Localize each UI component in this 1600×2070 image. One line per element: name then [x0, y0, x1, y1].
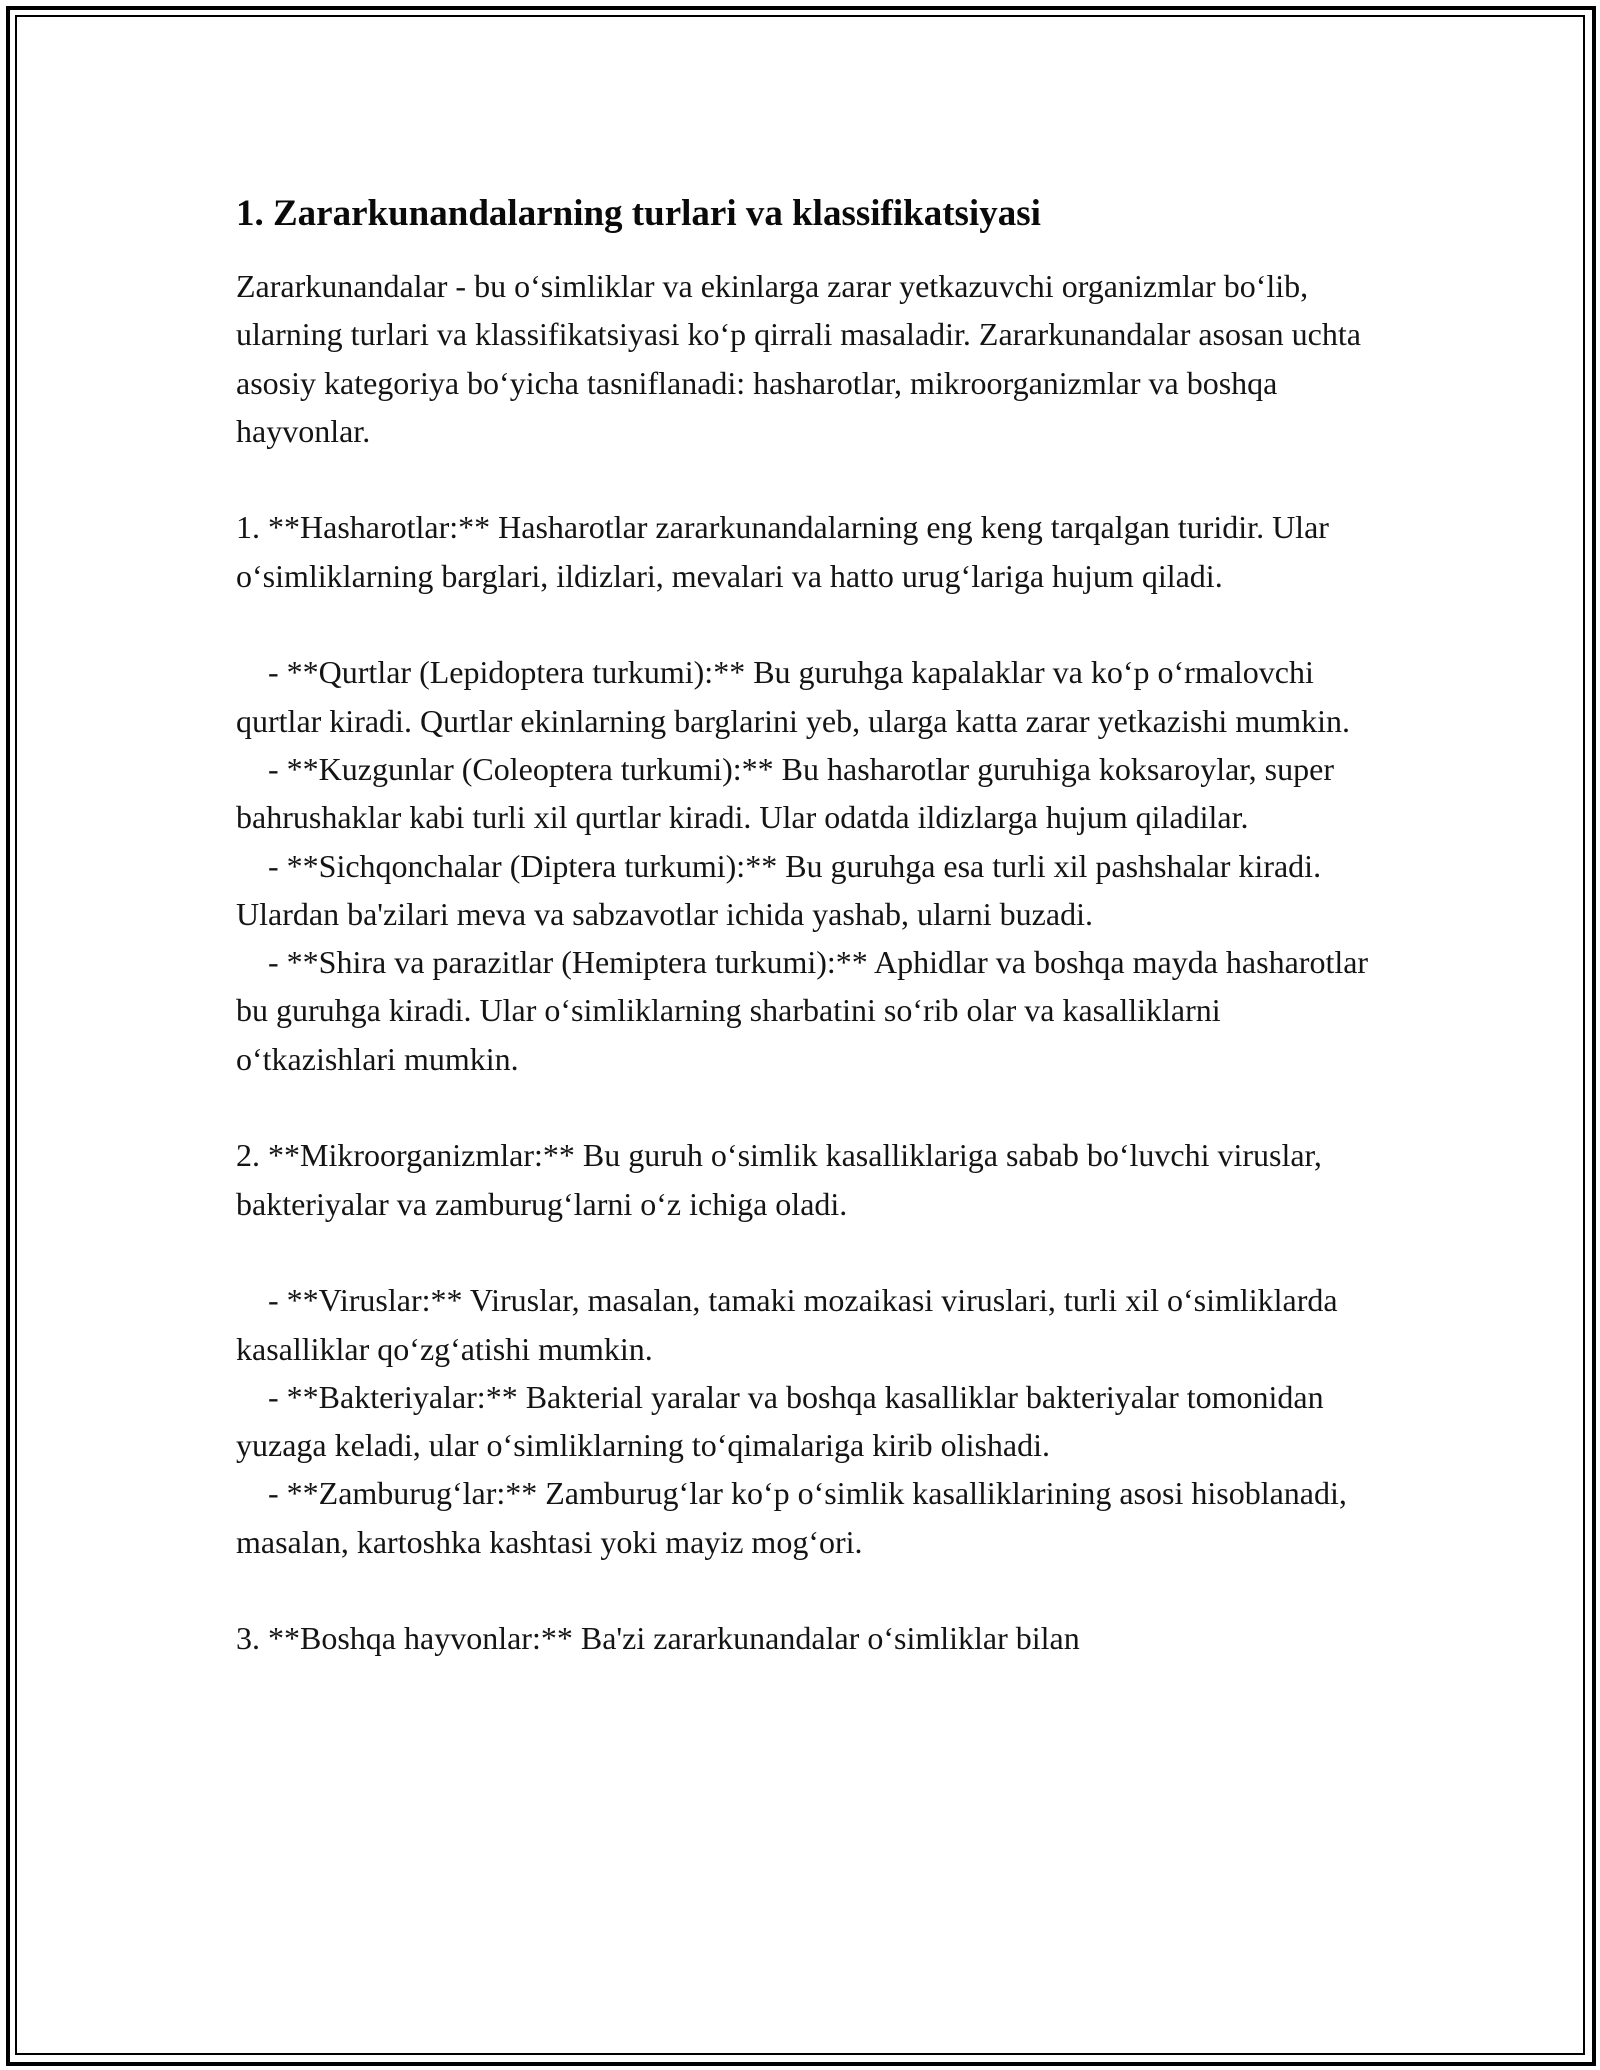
section-heading: 1. Zararkunandalarning turlari va klassifikatsiyasi: [236, 193, 1041, 234]
document-body: [236, 190, 1381, 1663]
other-animals-paragraph: 3. **Boshqa hayvonlar:** Ba'zi zararkunandalar o‘simliklar bilan: [236, 1620, 1080, 1657]
paragraph-spacer: [236, 1228, 1381, 1276]
paragraph-spacer: [236, 1566, 1381, 1614]
paragraph-spacer: [236, 455, 1381, 503]
insects-paragraph: 1. **Hasharotlar:** Hasharotlar zararkunandalarning eng keng tarqalgan turidir. Ular o‘simliklarning barglari, ildizlari, mevalari va hatto urug‘lariga hujum qiladi.: [236, 509, 1337, 594]
insects-sublist: - **Qurtlar (Lepidoptera turkumi):** Bu guruhga kapalaklar va ko‘p o‘rmalovchi qurtlar kiradi. Qurtlar ekinlarning barglarini yeb, ularga katta zarar yetkazishi mumkin. - **Kuzgunlar (Coleoptera turkumi):** Bu hasharotlar guruhiga koksaroylar, super bahrushaklar kabi turli xil qurtlar kiradi. Ular odatda ildizlarga hujum qiladilar. - **Sichqonchalar (Diptera turkumi):** Bu guruhga esa turli xil pashshalar kiradi. Ulardan ba'zilari meva va sabzavotlar ichida yashab, ularni buzadi. - **Shira va parazitlar (Hemiptera turkumi):** Aphidlar va boshqa mayda hasharotlar bu guruhga kiradi. Ular o‘simliklarning sharbatini so‘rib olar va kasalliklarni o‘tkazishlari mumkin.: [236, 654, 1369, 1077]
paragraph-spacer: [236, 1083, 1381, 1131]
intro-paragraph: Zararkunandalar - bu o‘simliklar va ekinlarga zarar yetkazuvchi organizmlar bo‘lib, ularning turlari va klassifikatsiyasi ko‘p qirrali masaladir. Zararkunandalar asosan uchta asosiy kategoriya bo‘yicha tasniflanadi: hasharotlar, mikroorganizmlar va boshqa hayvonlar.: [236, 268, 1369, 449]
paragraph-spacer: [236, 600, 1381, 648]
microorganisms-paragraph: 2. **Mikroorganizmlar:** Bu guruh o‘simlik kasalliklariga sabab bo‘luvchi viruslar, bakteriyalar va zamburug‘larni o‘z ichiga oladi.: [236, 1137, 1330, 1222]
microorganisms-sublist: - **Viruslar:** Viruslar, masalan, tamaki mozaikasi viruslari, turli xil o‘simliklarda kasalliklar qo‘zg‘atishi mumkin. - **Bakteriyalar:** Bakterial yaralar va boshqa kasalliklar bakteriyalar tomonidan yuzaga keladi, ular o‘simliklarning to‘qimalariga kirib olishadi. - **Zamburug‘lar:** Zamburug‘lar ko‘p o‘simlik kasalliklarining asosi hisoblanadi, masalan, kartoshka kashtasi yoki mayiz mog‘ori.: [236, 1282, 1347, 1560]
